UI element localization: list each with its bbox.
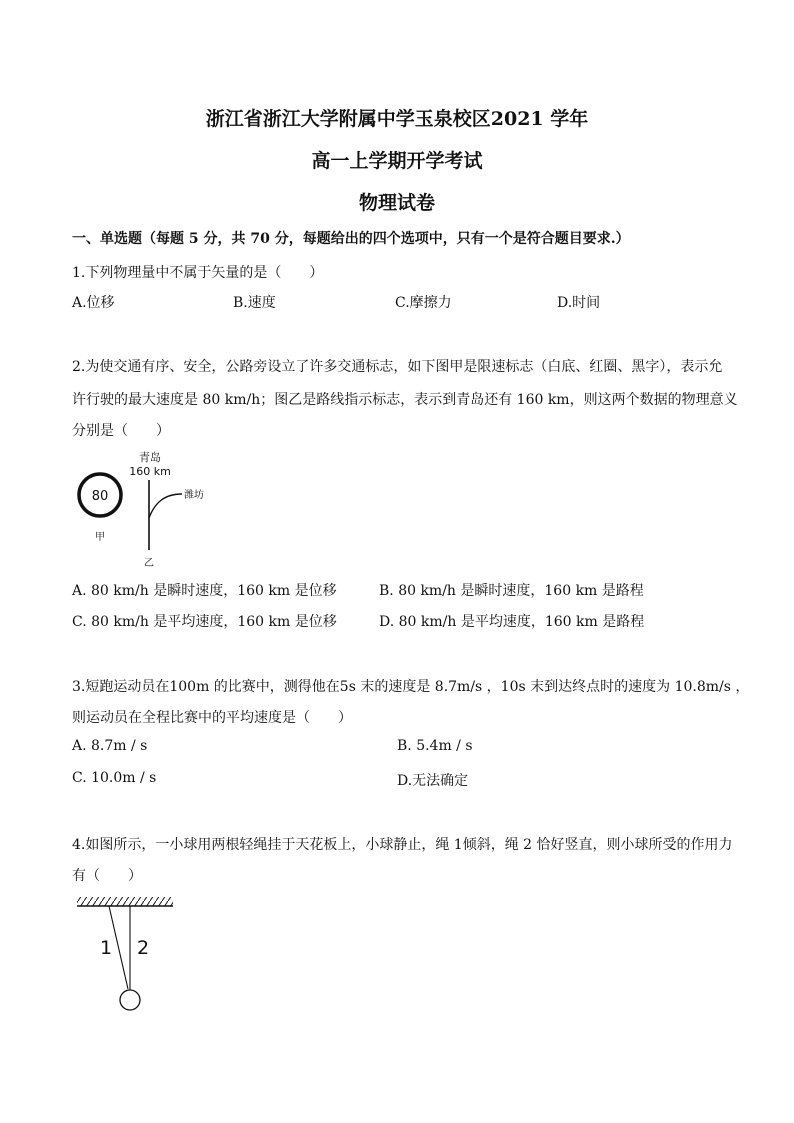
question-2-figure: [70, 450, 250, 574]
ball: [120, 990, 140, 1010]
rope-2-label: 2: [136, 937, 150, 959]
question-2-stem-line3: 分别是（ ）: [72, 423, 170, 439]
distance-label: 160 km: [129, 465, 171, 478]
question-3-option-b: B. 5.4m / s: [397, 738, 473, 754]
section-heading: 一、单选题（每题 5 分，共 70 分，每题给出的四个选项中，只有一个是符合题目要求.）: [72, 231, 630, 247]
branch-road: [149, 494, 182, 518]
question-4-figure: [72, 892, 182, 1018]
question-1-option-c: C.摩擦力: [395, 295, 452, 311]
question-3-option-d: D.无法确定: [397, 773, 469, 789]
question-3-stem-line2: 则运动员在全程比赛中的平均速度是（ ）: [72, 710, 352, 726]
speed-limit-value: 80: [91, 489, 109, 504]
question-3-option-c: C. 10.0m / s: [72, 770, 157, 786]
destination-qingdao: 青岛: [139, 451, 161, 464]
exam-title-line3: 物理试卷: [358, 192, 435, 214]
question-3-stem-line1: 3.短跑运动员在100m 的比赛中，测得他在5s 末的速度是 8.7m/s ，10s 末到达终点时的速度为 10.8m/s ，: [72, 679, 750, 695]
question-2-stem-line1: 2.为使交通有序、安全，公路旁设立了许多交通标志，如下图甲是限速标志（白底、红圈、黑字），表示允: [72, 359, 723, 375]
question-1-stem: 1.下列物理量中不属于矢量的是（ ）: [72, 265, 324, 281]
question-2-option-a: A. 80 km/h 是瞬时速度，160 km 是位移: [72, 583, 337, 599]
question-2-option-b: B. 80 km/h 是瞬时速度，160 km 是路程: [379, 583, 644, 599]
exam-title-line2: 高一上学期开学考试: [311, 150, 483, 172]
label-jia: 甲: [95, 532, 105, 543]
branch-weifang: 潍坊: [184, 490, 204, 501]
label-yi: 乙: [144, 558, 154, 569]
question-1-option-a: A.位移: [72, 295, 115, 311]
question-2-option-d: D. 80 km/h 是平均速度，160 km 是路程: [379, 614, 645, 630]
question-3-option-a: A. 8.7m / s: [72, 738, 148, 754]
rope-1-label: 1: [99, 937, 113, 959]
question-1-option-b: B.速度: [233, 295, 276, 311]
question-2-option-c: C. 80 km/h 是平均速度，160 km 是位移: [72, 614, 337, 630]
question-1-option-d: D.时间: [557, 295, 601, 311]
question-4-stem-line1: 4.如图所示，一小球用两根轻绳挂于天花板上，小球静止，绳 1倾斜，绳 2 恰好竖直，则小球所受的作用力: [72, 837, 733, 853]
ceiling-hatch: [77, 897, 173, 906]
question-4-stem-line2: 有（ ）: [72, 868, 142, 884]
question-2-stem-line2: 许行驶的最大速度是 80 km/h；图乙是路线指示标志，表示到青岛还有 160 km，则这两个数据的物理意义: [72, 392, 738, 408]
exam-title-line1: 浙江省浙江大学附属中学玉泉校区2021 学年: [205, 108, 589, 130]
